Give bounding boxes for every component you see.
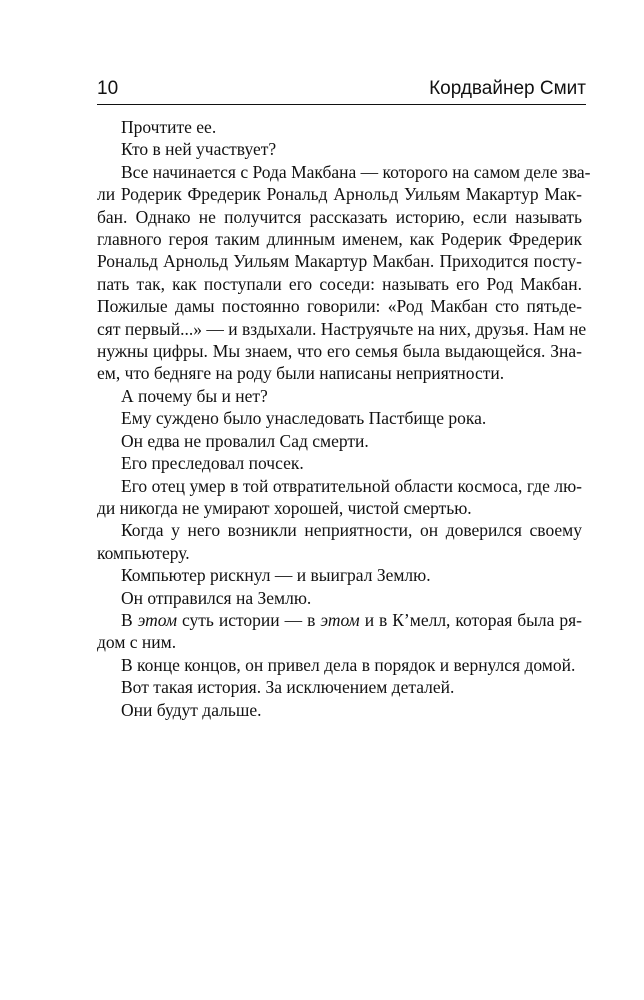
running-head: Кордвайнер Смит	[429, 78, 586, 99]
paragraph-12-text-a: В	[121, 609, 138, 630]
paragraph-5: Ему суждено было унаследовать Пастбище рока.	[121, 408, 487, 429]
paragraph-12-emphasis-1: этом	[137, 609, 178, 630]
paragraph-15: Они будут дальше.	[121, 699, 262, 720]
page-header	[97, 78, 586, 104]
paragraph-3-line-8: сят первый...» — и вздыхали. Наструячьте на них, друзья. Нам не	[97, 318, 587, 339]
paragraph-11: Он отправился на Землю.	[121, 587, 312, 608]
paragraph-12-line-1	[97, 609, 582, 631]
paragraph-3-line-1: Все начинается с Рода Макбана — которого на самом деле зва-	[121, 161, 591, 182]
paragraph-3-line-5: Рональд Арнольд Уильям Макартур Макбан. Приходится посту-	[97, 251, 582, 272]
paragraph-7: Его преследовал почсек.	[121, 453, 304, 474]
paragraph-3	[97, 161, 591, 385]
paragraph-8-line-1: Его отец умер в той отвратительной области космоса, где лю-	[121, 475, 582, 496]
paragraph-12-text-c: и в К’мелл, которая была ря-	[359, 609, 582, 630]
paragraph-8-line-2: ди никогда не умирают хорошей, чистой смертью.	[97, 497, 472, 518]
paragraph-12-line-2: дом с ним.	[97, 632, 177, 653]
paragraph-8	[97, 475, 582, 520]
paragraph-1: Прочтите ее.	[121, 117, 217, 137]
paragraph-3-line-10: ем, что бедняге на роду были написаны неприятности.	[97, 363, 505, 384]
paragraph-9-line-1: Когда у него возникли неприятности, он доверился своему	[121, 520, 582, 541]
page-body	[97, 116, 591, 721]
paragraph-9	[97, 519, 582, 564]
paragraph-3-line-3: бан. Однако не получится рассказать историю, если называть	[97, 206, 582, 227]
paragraph-12	[97, 609, 582, 654]
paragraph-12-text-b: суть истории — в	[177, 609, 321, 630]
page-number: 10	[97, 78, 119, 99]
paragraph-3-line-2: ли Родерик Фредерик Рональд Арнольд Уильям Макартур Мак-	[97, 184, 582, 205]
paragraph-6: Он едва не провалил Сад смерти.	[121, 430, 369, 451]
paragraph-10: Компьютер рискнул — и выиграл Землю.	[121, 565, 431, 586]
paragraph-9-line-2: компьютеру.	[97, 542, 190, 563]
paragraph-3-line-7: Пожилые дамы постоянно говорили: «Род Макбан сто пятьде-	[97, 296, 582, 317]
paragraph-3-line-4: главного героя таким длинным именем, как Родерик Фредерик	[97, 229, 582, 250]
paragraph-4: А почему бы и нет?	[121, 385, 268, 406]
header-rule	[97, 104, 586, 105]
paragraph-13: В конце концов, он привел дела в порядок и вернулся домой.	[121, 654, 576, 675]
paragraph-2: Кто в ней участвует?	[121, 139, 277, 160]
paragraph-3-line-9: нужны цифры. Мы знаем, что его семья была выдающейся. Зна-	[97, 341, 582, 362]
paragraph-14: Вот такая история. За исключением деталей.	[121, 677, 455, 698]
paragraph-12-emphasis-2: этом	[320, 609, 360, 630]
paragraph-3-line-6: пать так, как поступали его соседи: называть его Род Макбан.	[97, 273, 582, 294]
